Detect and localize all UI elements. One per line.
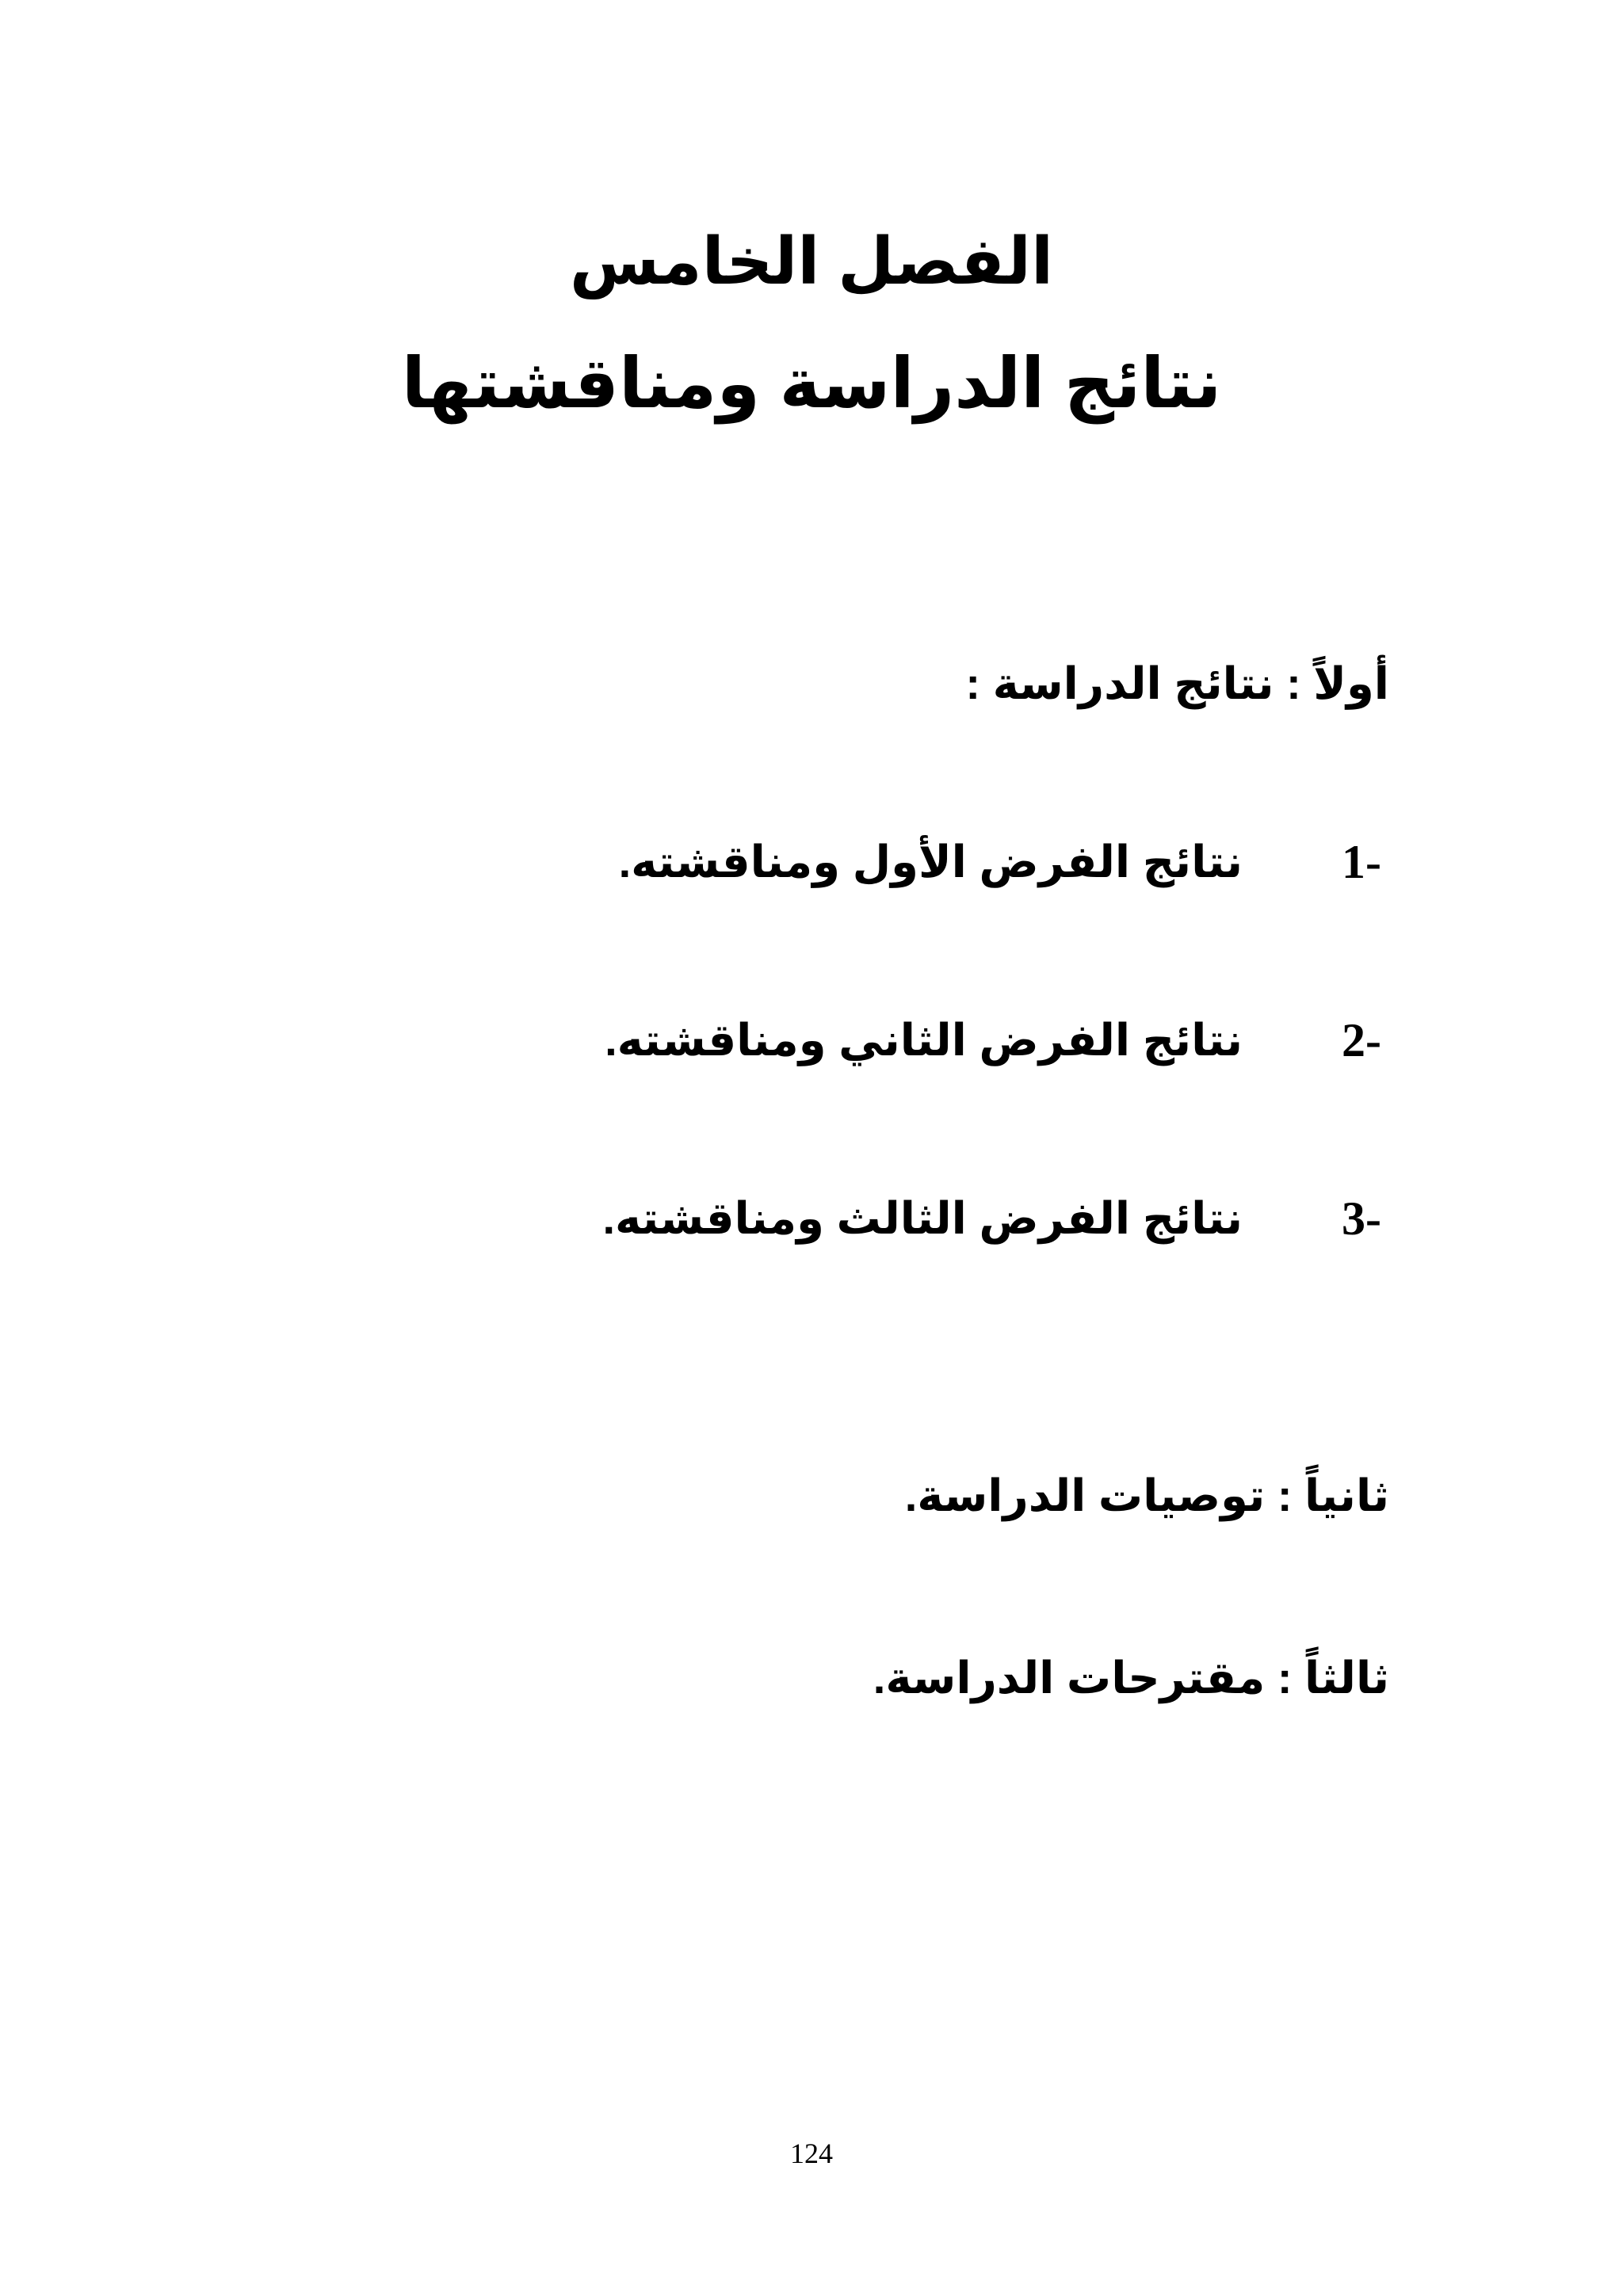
list-item: نتائج الفرض الثالث ومناقشته.	[602, 1193, 1243, 1243]
chapter-title: الفصل الخامس	[569, 226, 1054, 298]
page-number: 124	[790, 2138, 833, 2169]
list-item: نتائج الفرض الأول ومناقشته.	[618, 837, 1243, 887]
list-item: نتائج الفرض الثاني ومناقشته.	[605, 1015, 1243, 1065]
section-heading-third: ثالثاً : مقترحات الدراسة.	[873, 1653, 1389, 1703]
section-heading-first: أولاً : نتائج الدراسة :	[965, 658, 1389, 708]
list-item-number: 3-	[1342, 1192, 1381, 1245]
list-item-number: 1-	[1342, 836, 1381, 888]
list-item-number: 2-	[1342, 1014, 1381, 1066]
chapter-subtitle: نتائج الدراسة ومناقشتها	[401, 344, 1222, 422]
section-heading-second: ثانياً : توصيات الدراسة.	[904, 1470, 1389, 1520]
